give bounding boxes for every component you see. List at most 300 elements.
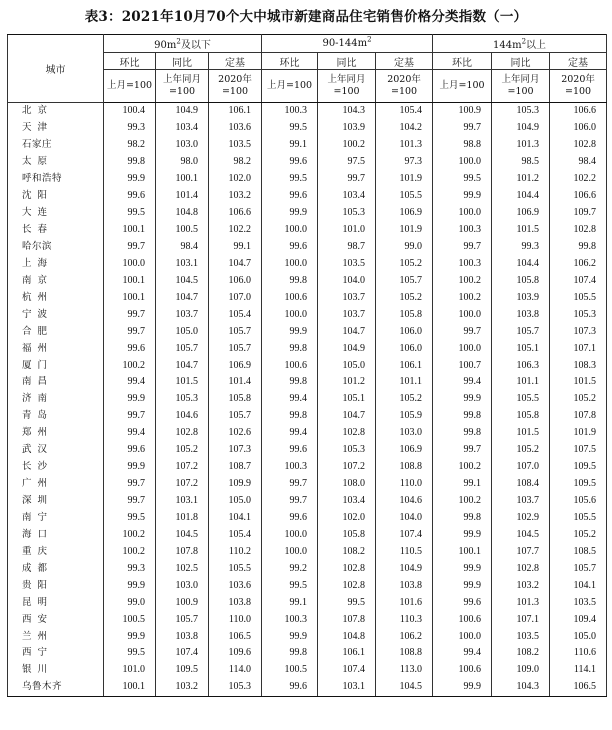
- city-name: 长沙: [8, 459, 104, 476]
- index-value: 99.9: [262, 323, 318, 340]
- index-value: 107.5: [550, 442, 607, 459]
- index-value: 108.7: [209, 459, 262, 476]
- index-value: 98.2: [104, 137, 156, 154]
- city-name: 沈阳: [8, 188, 104, 205]
- table-row: [8, 239, 607, 256]
- index-value: 100.2: [433, 493, 492, 510]
- index-value: 110.2: [209, 543, 262, 560]
- index-value: 99.1: [262, 594, 318, 611]
- index-value: 100.3: [262, 459, 318, 476]
- index-value: 100.3: [262, 611, 318, 628]
- index-value: 108.2: [318, 543, 376, 560]
- index-value: 109.7: [550, 205, 607, 222]
- index-value: 102.2: [209, 222, 262, 239]
- sub-header-cell: 同比: [492, 53, 550, 70]
- index-value: 104.8: [318, 628, 376, 645]
- index-value: 99.8: [262, 374, 318, 391]
- index-value: 107.3: [209, 442, 262, 459]
- index-value: 109.5: [550, 476, 607, 493]
- table-row: [8, 255, 607, 272]
- index-value: 101.2: [318, 374, 376, 391]
- index-value: 103.4: [318, 493, 376, 510]
- index-value: 103.5: [318, 255, 376, 272]
- table-row: [8, 493, 607, 510]
- index-value: 106.2: [550, 255, 607, 272]
- index-value: 105.2: [376, 255, 433, 272]
- index-value: 101.0: [318, 222, 376, 239]
- index-value: 102.8: [318, 560, 376, 577]
- index-value: 99.7: [104, 306, 156, 323]
- index-value: 100.2: [433, 272, 492, 289]
- index-value: 103.6: [209, 577, 262, 594]
- index-value: 99.6: [433, 594, 492, 611]
- index-value: 105.1: [492, 340, 550, 357]
- index-value: 105.2: [156, 442, 209, 459]
- index-value: 106.5: [209, 628, 262, 645]
- index-value: 99.4: [262, 425, 318, 442]
- index-value: 101.9: [376, 171, 433, 188]
- index-value: 100.2: [318, 137, 376, 154]
- index-value: 98.7: [318, 239, 376, 256]
- index-value: 102.9: [492, 510, 550, 527]
- index-value: 108.2: [492, 645, 550, 662]
- price-index-table: [7, 34, 607, 697]
- index-value: 101.5: [492, 222, 550, 239]
- index-value: 103.8: [209, 594, 262, 611]
- table-row: [8, 188, 607, 205]
- index-value: 103.4: [156, 120, 209, 137]
- index-value: 103.2: [156, 679, 209, 696]
- index-value: 101.6: [376, 594, 433, 611]
- index-value: 101.3: [492, 594, 550, 611]
- table-row: [8, 543, 607, 560]
- index-value: 103.1: [318, 679, 376, 696]
- index-value: 102.8: [318, 425, 376, 442]
- index-value: 99.9: [433, 188, 492, 205]
- index-value: 101.4: [209, 374, 262, 391]
- table-row: [8, 137, 607, 154]
- index-value: 101.2: [492, 171, 550, 188]
- index-value: 102.8: [156, 425, 209, 442]
- index-value: 100.0: [433, 205, 492, 222]
- index-value: 104.5: [376, 679, 433, 696]
- index-value: 99.6: [262, 154, 318, 171]
- city-name: 合肥: [8, 323, 104, 340]
- index-value: 106.6: [209, 205, 262, 222]
- index-value: 109.6: [209, 645, 262, 662]
- index-value: 100.6: [433, 662, 492, 679]
- index-value: 99.6: [104, 442, 156, 459]
- city-name: 南京: [8, 272, 104, 289]
- index-value: 101.9: [550, 425, 607, 442]
- base-header-cell: 2020年=100: [550, 70, 607, 103]
- index-value: 105.0: [209, 493, 262, 510]
- index-value: 99.5: [104, 645, 156, 662]
- index-value: 99.5: [262, 577, 318, 594]
- index-value: 99.8: [262, 272, 318, 289]
- index-value: 101.1: [376, 374, 433, 391]
- index-value: 103.6: [209, 120, 262, 137]
- index-value: 108.3: [550, 357, 607, 374]
- index-value: 105.8: [376, 306, 433, 323]
- index-value: 108.8: [376, 645, 433, 662]
- base-header-cell: 上月=100: [262, 70, 318, 103]
- index-value: 99.8: [433, 510, 492, 527]
- index-value: 99.7: [433, 442, 492, 459]
- table-row: [8, 425, 607, 442]
- index-value: 104.1: [209, 510, 262, 527]
- index-value: 99.6: [262, 510, 318, 527]
- index-value: 105.3: [550, 306, 607, 323]
- index-value: 104.5: [492, 526, 550, 543]
- table-row: [8, 459, 607, 476]
- index-value: 102.8: [550, 137, 607, 154]
- index-value: 99.6: [262, 442, 318, 459]
- index-value: 105.4: [209, 526, 262, 543]
- index-value: 107.4: [318, 662, 376, 679]
- index-value: 100.7: [433, 357, 492, 374]
- index-value: 105.2: [492, 442, 550, 459]
- index-value: 104.4: [492, 188, 550, 205]
- table-row: [8, 222, 607, 239]
- table-row: [8, 594, 607, 611]
- index-value: 104.7: [318, 323, 376, 340]
- index-value: 99.3: [104, 120, 156, 137]
- index-value: 104.7: [318, 408, 376, 425]
- index-value: 105.0: [550, 628, 607, 645]
- index-value: 106.0: [376, 323, 433, 340]
- index-value: 104.8: [156, 205, 209, 222]
- index-value: 105.4: [376, 103, 433, 120]
- index-value: 103.5: [209, 137, 262, 154]
- city-name: 武汉: [8, 442, 104, 459]
- index-value: 98.2: [209, 154, 262, 171]
- sub-header-cell: 环比: [262, 53, 318, 70]
- index-value: 105.5: [550, 510, 607, 527]
- base-header-cell: 上月=100: [104, 70, 156, 103]
- index-value: 109.9: [209, 476, 262, 493]
- index-value: 105.7: [156, 340, 209, 357]
- index-value: 99.9: [104, 391, 156, 408]
- index-value: 98.0: [156, 154, 209, 171]
- index-value: 105.8: [318, 526, 376, 543]
- city-name: 宁波: [8, 306, 104, 323]
- index-value: 99.6: [104, 340, 156, 357]
- index-value: 104.6: [376, 493, 433, 510]
- table-row: [8, 103, 607, 120]
- index-value: 100.1: [104, 289, 156, 306]
- index-value: 100.2: [104, 357, 156, 374]
- page-title: 表3：2021年10月70个大中城市新建商品住宅销售价格分类指数（一）: [84, 9, 528, 25]
- index-value: 100.0: [262, 526, 318, 543]
- index-value: 108.0: [318, 476, 376, 493]
- sub-header-cell: 同比: [156, 53, 209, 70]
- index-value: 104.2: [376, 120, 433, 137]
- index-value: 105.7: [209, 408, 262, 425]
- index-value: 100.1: [104, 272, 156, 289]
- index-value: 109.5: [156, 662, 209, 679]
- index-value: 105.0: [156, 323, 209, 340]
- index-value: 99.5: [318, 594, 376, 611]
- index-value: 106.9: [492, 205, 550, 222]
- index-value: 104.7: [209, 255, 262, 272]
- index-value: 101.1: [492, 374, 550, 391]
- index-value: 110.0: [376, 476, 433, 493]
- index-value: 103.0: [156, 577, 209, 594]
- index-value: 97.3: [376, 154, 433, 171]
- city-name: 太原: [8, 154, 104, 171]
- index-value: 101.0: [104, 662, 156, 679]
- city-name: 贵阳: [8, 577, 104, 594]
- table-row: [8, 171, 607, 188]
- index-value: 100.3: [433, 222, 492, 239]
- index-value: 103.7: [156, 306, 209, 323]
- index-value: 101.5: [492, 425, 550, 442]
- index-value: 99.8: [550, 239, 607, 256]
- index-value: 103.0: [376, 425, 433, 442]
- base-header-cell: 上年同月=100: [156, 70, 209, 103]
- index-value: 106.2: [376, 628, 433, 645]
- index-value: 99.9: [433, 679, 492, 696]
- index-value: 99.7: [104, 408, 156, 425]
- city-name: 南宁: [8, 510, 104, 527]
- table-row: [8, 205, 607, 222]
- index-value: 98.8: [433, 137, 492, 154]
- index-value: 102.8: [550, 222, 607, 239]
- index-value: 100.2: [104, 543, 156, 560]
- index-value: 99.6: [104, 188, 156, 205]
- index-value: 99.7: [104, 493, 156, 510]
- index-value: 104.6: [156, 408, 209, 425]
- table-row: [8, 289, 607, 306]
- index-value: 100.2: [433, 289, 492, 306]
- index-value: 106.0: [209, 272, 262, 289]
- index-value: 100.1: [104, 679, 156, 696]
- city-name: 青岛: [8, 408, 104, 425]
- index-value: 106.6: [550, 188, 607, 205]
- city-name: 大连: [8, 205, 104, 222]
- city-name: 呼和浩特: [8, 171, 104, 188]
- index-value: 100.1: [433, 543, 492, 560]
- index-value: 99.7: [318, 171, 376, 188]
- index-value: 107.8: [318, 611, 376, 628]
- index-value: 99.8: [262, 645, 318, 662]
- city-name: 杭州: [8, 289, 104, 306]
- city-name: 北京: [8, 103, 104, 120]
- index-value: 103.5: [492, 628, 550, 645]
- index-value: 104.0: [376, 510, 433, 527]
- index-value: 102.6: [209, 425, 262, 442]
- index-value: 100.1: [156, 171, 209, 188]
- index-value: 100.0: [433, 340, 492, 357]
- index-value: 106.9: [209, 357, 262, 374]
- index-value: 107.3: [550, 323, 607, 340]
- index-value: 105.8: [492, 272, 550, 289]
- index-value: 105.8: [492, 408, 550, 425]
- index-value: 99.8: [433, 425, 492, 442]
- index-value: 105.5: [209, 560, 262, 577]
- index-value: 99.1: [209, 239, 262, 256]
- index-value: 103.8: [156, 628, 209, 645]
- city-name: 海口: [8, 526, 104, 543]
- index-value: 105.3: [318, 442, 376, 459]
- index-value: 108.5: [550, 543, 607, 560]
- index-value: 103.7: [318, 306, 376, 323]
- table-row: [8, 662, 607, 679]
- index-value: 100.0: [262, 222, 318, 239]
- index-value: 99.4: [433, 374, 492, 391]
- index-value: 101.9: [376, 222, 433, 239]
- index-value: 103.1: [156, 255, 209, 272]
- index-value: 99.7: [433, 323, 492, 340]
- index-value: 105.7: [209, 323, 262, 340]
- index-value: 103.8: [492, 306, 550, 323]
- city-name: 福州: [8, 340, 104, 357]
- index-value: 107.2: [156, 459, 209, 476]
- index-value: 100.9: [433, 103, 492, 120]
- index-value: 110.6: [550, 645, 607, 662]
- index-value: 100.0: [262, 255, 318, 272]
- index-value: 99.1: [433, 476, 492, 493]
- index-value: 99.9: [104, 628, 156, 645]
- index-value: 110.5: [376, 543, 433, 560]
- index-value: 107.4: [376, 526, 433, 543]
- index-value: 106.6: [550, 103, 607, 120]
- index-value: 107.4: [156, 645, 209, 662]
- index-value: 104.9: [318, 340, 376, 357]
- index-value: 105.1: [318, 391, 376, 408]
- index-value: 107.1: [492, 611, 550, 628]
- city-name: 深圳: [8, 493, 104, 510]
- index-value: 99.9: [262, 205, 318, 222]
- index-value: 100.6: [262, 357, 318, 374]
- index-value: 99.7: [433, 239, 492, 256]
- index-value: 105.6: [550, 493, 607, 510]
- index-value: 104.3: [492, 679, 550, 696]
- index-value: 98.4: [156, 239, 209, 256]
- index-value: 109.0: [492, 662, 550, 679]
- table-row: [8, 391, 607, 408]
- index-value: 104.9: [376, 560, 433, 577]
- index-value: 99.9: [262, 628, 318, 645]
- index-value: 100.6: [433, 611, 492, 628]
- table-row: [8, 374, 607, 391]
- index-value: 102.8: [318, 577, 376, 594]
- index-value: 105.8: [209, 391, 262, 408]
- index-value: 99.5: [104, 205, 156, 222]
- index-value: 104.5: [156, 526, 209, 543]
- index-value: 104.1: [550, 577, 607, 594]
- index-value: 102.0: [318, 510, 376, 527]
- index-value: 105.4: [209, 306, 262, 323]
- index-value: 99.9: [104, 171, 156, 188]
- index-value: 107.2: [156, 476, 209, 493]
- index-value: 104.9: [492, 120, 550, 137]
- city-column-header: 城市: [8, 35, 104, 103]
- index-value: 106.1: [376, 357, 433, 374]
- index-value: 104.5: [156, 272, 209, 289]
- index-value: 103.7: [318, 289, 376, 306]
- index-value: 105.3: [318, 205, 376, 222]
- base-header-cell: 上年同月=100: [492, 70, 550, 103]
- index-value: 105.2: [550, 526, 607, 543]
- city-name: 重庆: [8, 543, 104, 560]
- index-value: 100.2: [433, 459, 492, 476]
- index-value: 99.7: [104, 239, 156, 256]
- index-value: 101.8: [156, 510, 209, 527]
- index-value: 105.5: [376, 188, 433, 205]
- index-value: 99.4: [262, 391, 318, 408]
- table-row: [8, 120, 607, 137]
- index-value: 105.2: [376, 289, 433, 306]
- index-value: 99.5: [262, 171, 318, 188]
- index-value: 100.6: [262, 289, 318, 306]
- index-value: 101.5: [156, 374, 209, 391]
- index-value: 105.5: [492, 391, 550, 408]
- index-value: 110.3: [376, 611, 433, 628]
- index-value: 104.7: [156, 289, 209, 306]
- index-value: 100.4: [104, 103, 156, 120]
- index-value: 99.5: [104, 510, 156, 527]
- table-row: [8, 577, 607, 594]
- sub-header-cell: 环比: [104, 53, 156, 70]
- index-value: 102.2: [550, 171, 607, 188]
- index-value: 99.7: [433, 120, 492, 137]
- index-value: 101.4: [156, 188, 209, 205]
- index-value: 99.3: [104, 560, 156, 577]
- index-value: 100.5: [262, 662, 318, 679]
- city-name: 兰州: [8, 628, 104, 645]
- index-value: 100.0: [433, 306, 492, 323]
- index-value: 105.0: [318, 357, 376, 374]
- index-value: 99.9: [433, 577, 492, 594]
- index-value: 99.5: [262, 120, 318, 137]
- table-row: [8, 408, 607, 425]
- index-value: 103.4: [318, 188, 376, 205]
- base-header-cell: 上年同月=100: [318, 70, 376, 103]
- index-value: 99.7: [104, 323, 156, 340]
- index-value: 105.7: [492, 323, 550, 340]
- index-value: 106.1: [209, 103, 262, 120]
- index-value: 102.0: [209, 171, 262, 188]
- table-row: [8, 154, 607, 171]
- index-value: 105.2: [376, 391, 433, 408]
- sub-header-cell: 定基: [209, 53, 262, 70]
- index-value: 99.9: [433, 526, 492, 543]
- index-value: 105.7: [550, 560, 607, 577]
- index-value: 107.0: [209, 289, 262, 306]
- index-value: 103.5: [550, 594, 607, 611]
- index-value: 106.5: [550, 679, 607, 696]
- group-header-small: $90m^2$及以下: [104, 35, 262, 53]
- index-value: 108.8: [376, 459, 433, 476]
- index-value: 104.4: [492, 255, 550, 272]
- index-value: 100.2: [104, 526, 156, 543]
- index-value: 100.0: [104, 255, 156, 272]
- index-value: 100.0: [433, 154, 492, 171]
- index-value: 99.4: [104, 425, 156, 442]
- index-value: 106.9: [376, 442, 433, 459]
- index-value: 106.1: [318, 645, 376, 662]
- base-header-cell: 上月=100: [433, 70, 492, 103]
- index-value: 109.5: [550, 459, 607, 476]
- city-name: 郑州: [8, 425, 104, 442]
- index-value: 97.5: [318, 154, 376, 171]
- index-value: 98.4: [550, 154, 607, 171]
- index-value: 101.3: [492, 137, 550, 154]
- index-value: 99.4: [104, 374, 156, 391]
- city-name: 天津: [8, 120, 104, 137]
